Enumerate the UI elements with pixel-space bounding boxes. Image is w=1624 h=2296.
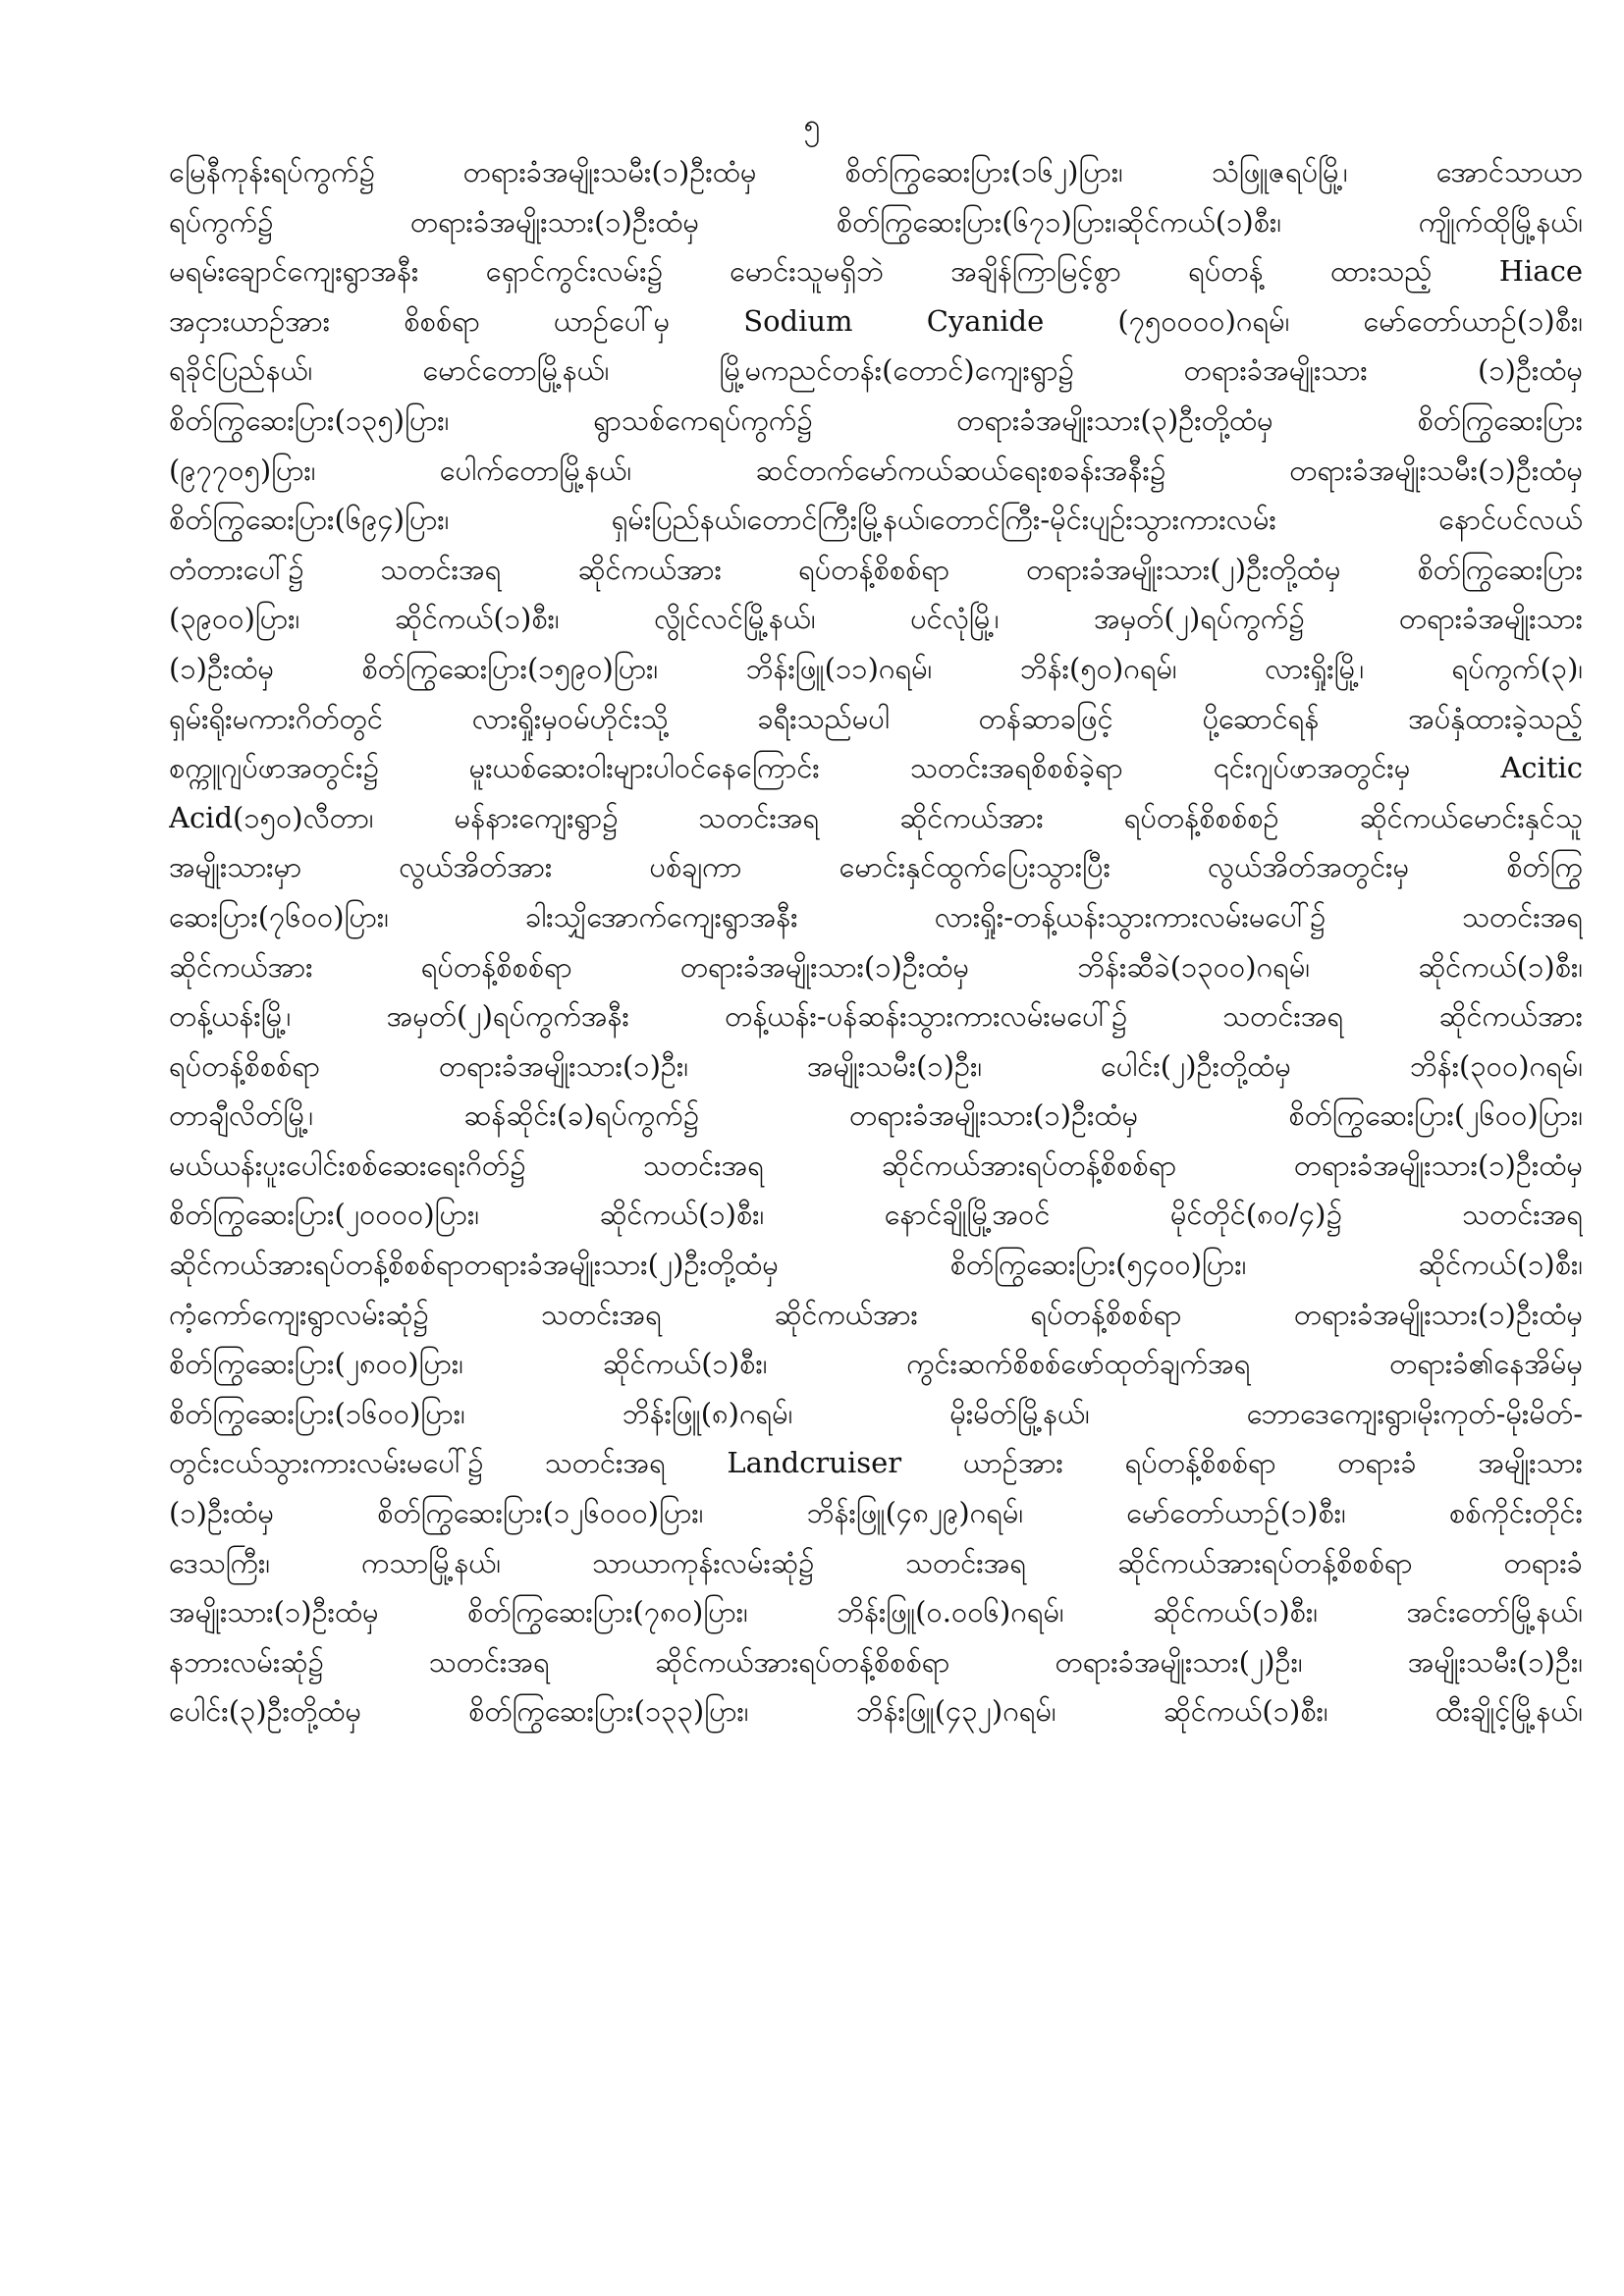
text-line: အမျိုးသားမှာ လွယ်အိတ်အား ပစ်ချကာ မောင်းနှင်ထွက်ပြေးသွားပြီး လွယ်အိတ်အတွင်းမှ စိတ်ကြွ xyxy=(169,850,1583,884)
page-number: ၅ xyxy=(803,108,821,142)
text-line: ရခိုင်ပြည်နယ်၊ မောင်တောမြို့နယ်၊ မြို့မကညင်တန်း(တောင်)ကျေးရွာ၌ တရားခံအမျိုးသား (၁)ဦးထံမှ xyxy=(169,353,1583,388)
text-line: (၁)ဦးထံမှ စိတ်ကြွဆေးပြား(၁၅၉၀)ပြား၊ ဘိန်းဖြူ(၁၁)ဂရမ်၊ ဘိန်း(၅၀)ဂရမ်၊ လားရှိုးမြို့၊ ရပ်ကွက်(၃)၊ xyxy=(169,651,1583,685)
text-line: ဆေးပြား(၇၆၀၀)ပြား၊ ခါးသျှိအောက်ကျေးရွာအနီး လားရှိုး-တန့်ယန်းသွားကားလမ်းမပေါ်၌ သတင်းအရ xyxy=(169,899,1583,934)
text-line: နဘားလမ်းဆုံ၌ သတင်းအရ ဆိုင်ကယ်အားရပ်တန့်စိစစ်ရာ တရားခံအမျိုးသား(၂)ဦး၊ အမျိုးသမီး(၁)ဦး၊ xyxy=(169,1644,1583,1679)
text-line: ရပ်တန့်စိစစ်ရာ တရားခံအမျိုးသား(၁)ဦး၊ အမျိုးသမီး(၁)ဦး၊ ပေါင်း(၂)ဦးတို့ထံမှ ဘိန်း(၃၀၀)ဂရမ်၊ xyxy=(169,1048,1583,1083)
text-line xyxy=(169,1736,1583,1787)
text-line: စိတ်ကြွဆေးပြား(၂၈၀၀)ပြား၊ ဆိုင်ကယ်(၁)စီး၊ ကွင်းဆက်စိစစ်ဖော်ထုတ်ချက်အရ တရားခံ၏နေအိမ်မှ xyxy=(169,1347,1583,1381)
text-line: တာချီလိတ်မြို့၊ ဆန်ဆိုင်း(ခ)ရပ်ကွက်၌ တရားခံအမျိုးသား(၁)ဦးထံမှ စိတ်ကြွဆေးပြား(၂၆၀၀)ပြား၊ xyxy=(169,1098,1583,1133)
text-line: အငှားယာဉ်အား စိစစ်ရာ ယာဉ်ပေါ်မှ Sodium Cyanide (၇၅၀၀၀၀)ဂရမ်၊ မော်တော်ယာဉ်(၁)စီး၊ xyxy=(169,303,1583,338)
text-line: တံတားပေါ်၌ သတင်းအရ ဆိုင်ကယ်အား ရပ်တန့်စိစစ်ရာ တရားခံအမျိုးသား(၂)ဦးတို့ထံမှ စိတ်ကြွဆေးပြား xyxy=(169,552,1583,586)
text-line: ကံ့ကော်ကျေးရွာလမ်းဆုံ၌ သတင်းအရ ဆိုင်ကယ်အား ရပ်တန့်စိစစ်ရာ တရားခံအမျိုးသား(၁)ဦးထံမှ xyxy=(169,1297,1583,1331)
text-line: မရမ်းချောင်ကျေးရွာအနီး ရှောင်ကွင်းလမ်း၌ မောင်းသူမရှိဘဲ အချိန်ကြာမြင့်စွာ ရပ်တန့် ထားသည့် Hiace xyxy=(169,254,1583,289)
text-line: (၃၉၀၀)ပြား၊ ဆိုင်ကယ်(၁)စီး၊ လွိုင်လင်မြို့နယ်၊ ပင်လုံမြို့၊ အမှတ်(၂)ရပ်ကွက်၌ တရားခံအမျိုးသား xyxy=(169,602,1583,636)
text-line: ဆိုင်ကယ်အားရပ်တန့်စိစစ်ရာတရားခံအမျိုးသား(၂)ဦးတို့ထံမှ စိတ်ကြွဆေးပြား(၅၄၀၀)ပြား၊ ဆိုင်ကယ်(၁)စီး၊ xyxy=(169,1248,1583,1282)
text-line: မြေနီကုန်းရပ်ကွက်၌ တရားခံအမျိုးသမီး(၁)ဦးထံမှ စိတ်ကြွဆေးပြား(၁၆၂)ပြား၊ သံဖြူဇရပ်မြို့၊ အောင်သာယာ xyxy=(169,155,1583,188)
text-line: (၁)ဦးထံမှ စိတ်ကြွဆေးပြား(၁၂၆၀၀၀)ပြား၊ ဘိန်းဖြူ(၄၈၂၉)ဂရမ်၊ မော်တော်ယာဉ်(၁)စီး၊ စစ်ကိုင်းတိုင်း xyxy=(169,1496,1583,1530)
text-line: မယ်ယန်းပူးပေါင်းစစ်ဆေးရေးဂိတ်၌ သတင်းအရ ဆိုင်ကယ်အားရပ်တန့်စိစစ်ရာ တရားခံအမျိုးသား(၁)ဦးထံမှ xyxy=(169,1148,1583,1182)
text-line: (၉၇၇၀၅)ပြား၊ ပေါက်တောမြို့နယ်၊ ဆင်တက်မော်ကယ်ဆယ်ရေးစခန်းအနီး၌ တရားခံအမျိုးသမီး(၁)ဦးထံမှ xyxy=(169,453,1583,487)
text-line: ဒေသကြီး၊ ကသာမြို့နယ်၊ သာယာကုန်းလမ်းဆုံ၌ သတင်းအရ ဆိုင်ကယ်အားရပ်တန့်စိစစ်ရာ တရားခံ xyxy=(169,1545,1583,1579)
text-line: ရှမ်းရိုးမကားဂိတ်တွင် လားရှိုးမှဝမ်ဟိုင်းသို့ ခရီးသည်မပါ တန်ဆာခဖြင့် ပို့ဆောင်ရန် အပ်နှံထားခဲ့သည့် xyxy=(169,701,1583,735)
text-line: အမျိုးသား(၁)ဦးထံမှ စိတ်ကြွဆေးပြား(၇၈၀)ပြား၊ ဘိန်းဖြူ(၀.၀၀၆)ဂရမ်၊ ဆိုင်ကယ်(၁)စီး၊ အင်းတော်မြို့နယ်၊ xyxy=(169,1595,1583,1629)
text-line: စိတ်ကြွဆေးပြား(၆၉၄)ပြား၊ ရှမ်းပြည်နယ်၊တောင်ကြီးမြို့နယ်၊တောင်ကြီး-မိုင်းပျဉ်းသွားကားလမ်း နောင်ပင်လယ် xyxy=(169,503,1583,537)
text-line xyxy=(169,1787,1583,1837)
body-paragraph xyxy=(169,147,1583,1836)
text-line: ရပ်ကွက်၌ တရားခံအမျိုးသား(၁)ဦးထံမှ စိတ်ကြွဆေးပြား(၆၇၁)ပြား၊ဆိုင်ကယ်(၁)စီး၊ ကျိုက်ထိုမြို့နယ်၊ xyxy=(169,204,1583,239)
text-line: ပေါင်း(၃)ဦးတို့ထံမှ စိတ်ကြွဆေးပြား(၁၃၃)ပြား၊ ဘိန်းဖြူ(၄၃၂)ဂရမ်၊ ဆိုင်ကယ်(၁)စီး၊ ထီးချိုင့်မြို့နယ်၊ xyxy=(169,1694,1583,1729)
text-line: စိတ်ကြွဆေးပြား(၂၀၀၀၀)ပြား၊ ဆိုင်ကယ်(၁)စီး၊ နောင်ချိုမြို့အဝင် မိုင်တိုင်(၈၀/၄)၌ သတင်းအရ xyxy=(169,1198,1583,1232)
text-line: Acid(၁၅၀)လီတာ၊ မန်နားကျေးရွာ၌ သတင်းအရ ဆိုင်ကယ်အား ရပ်တန့်စိစစ်စဉ် ဆိုင်ကယ်မောင်းနှင်သူ xyxy=(169,800,1583,834)
text-line: စက္ကူဂျပ်ဖာအတွင်း၌ မူးယစ်ဆေးဝါးများပါဝင်နေကြောင်း သတင်းအရစိစစ်ခဲ့ရာ ၎င်းဂျပ်ဖာအတွင်းမှ Acitic xyxy=(169,751,1583,785)
text-line: စိတ်ကြွဆေးပြား(၁၃၅)ပြား၊ ရွာသစ်ကေရပ်ကွက်၌ တရားခံအမျိုးသား(၃)ဦးတို့ထံမှ စိတ်ကြွဆေးပြား xyxy=(169,402,1583,437)
text-line: တွင်းငယ်သွားကားလမ်းမပေါ်၌ သတင်းအရ Landcruiser ယာဉ်အား ရပ်တန့်စိစစ်ရာ တရားခံ အမျိုးသား xyxy=(169,1446,1583,1480)
text-line: တန့်ယန်းမြို့၊ အမှတ်(၂)ရပ်ကွက်အနီး တန့်ယန်း-ပန်ဆန်းသွားကားလမ်းမပေါ်၌ သတင်းအရ ဆိုင်ကယ်အား xyxy=(169,999,1583,1034)
text-line: စိတ်ကြွဆေးပြား(၁၆၀၀)ပြား၊ ဘိန်းဖြူ(၈)ဂရမ်၊ မိုးမိတ်မြို့နယ်၊ ဘောဒေကျေးရွာ၊မိုးကုတ်-မိုးမိတ်- xyxy=(169,1396,1583,1430)
text-line: ဆိုင်ကယ်အား ရပ်တန့်စိစစ်ရာ တရားခံအမျိုးသား(၁)ဦးထံမှ ဘိန်းဆီခဲ(၁၃၀၀)ဂရမ်၊ ဆိုင်ကယ်(၁)စီး၊ xyxy=(169,949,1583,984)
